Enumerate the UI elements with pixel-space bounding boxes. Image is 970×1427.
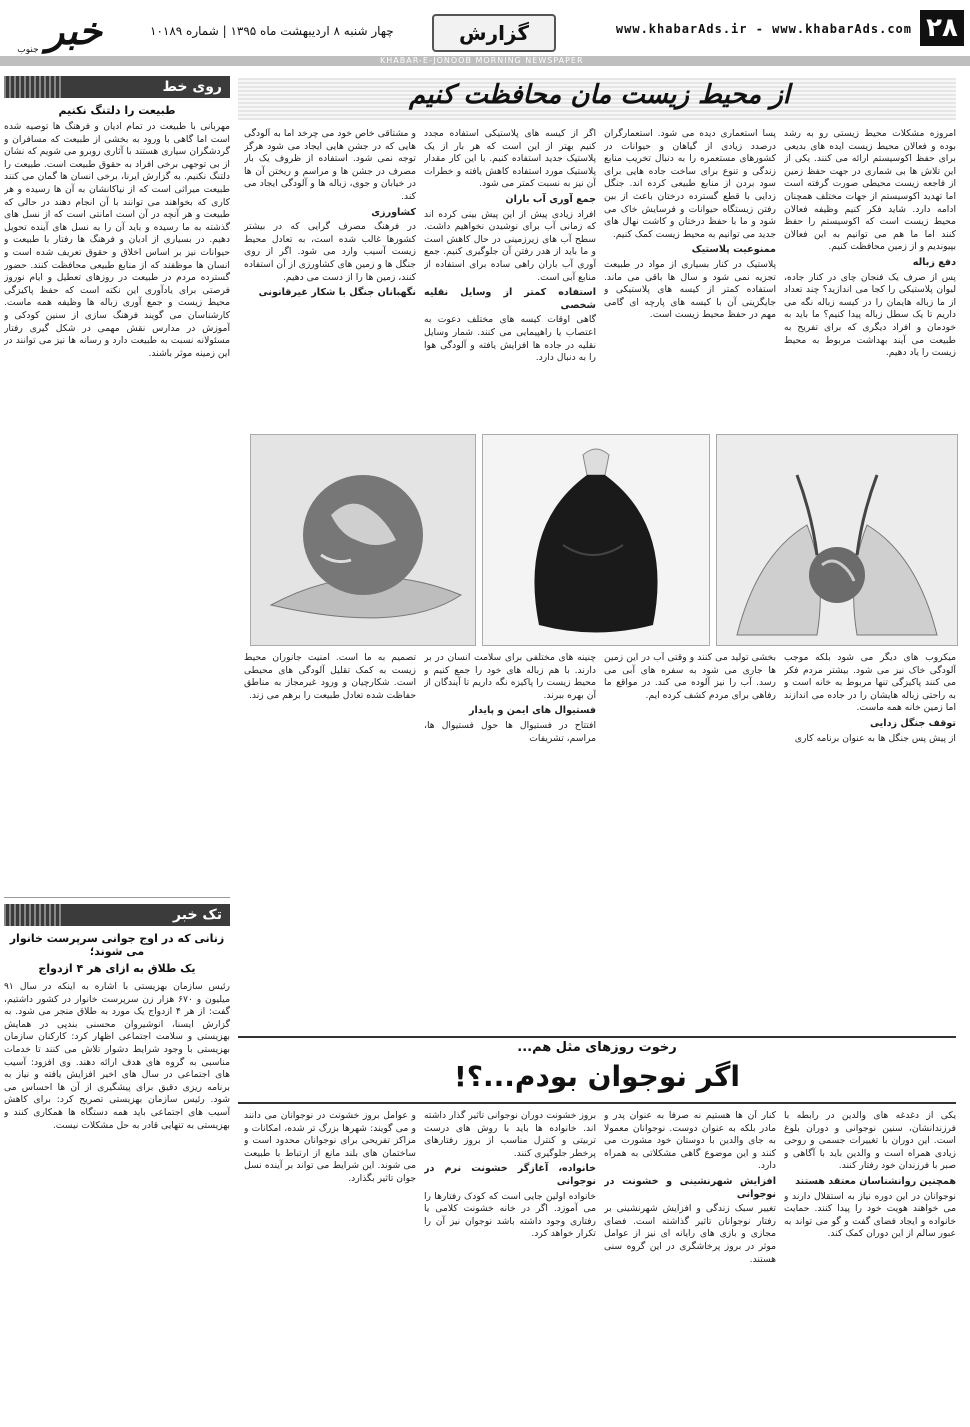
col4-text: و مشتاقی خاص خود می چرخد اما به آلودگی هایی که در جشن هایی ایجاد می شود هرگز توجه نمی شود. استفاده از ظروف یک بار مصرف در جشن ها و مراسم و ریختن آن ها در خیابان و جوی، زباله ها و آلودگی ایجاد می کند. bbox=[244, 128, 416, 202]
news-header: تک خبر bbox=[4, 904, 230, 926]
col1-rest: پس از صرف یک فنجان چای در کنار جاده، لیوان پلاستیکی را کجا می اندازید؟ چند تعداد از ما زباله هایمان را در کیسه زباله نگه می داریم تا یک سطل زباله پیدا کنیم؟ ما باید به خودمان و افراد دیگری که برای تفریح به طبیعت می آیند بهداشت مربوط به محیط زیست را یاد دهیم. bbox=[784, 271, 956, 359]
article2-kicker: رخوت روزهای مثل هم... bbox=[517, 1040, 677, 1055]
page-number: ۲۸ bbox=[920, 10, 964, 46]
article-col-1 bbox=[784, 128, 956, 428]
issue-date: چهار شنبه ۸ اردیبهشت ماه ۱۳۹۵ | شماره ۱۰۱۸۹ bbox=[150, 24, 394, 38]
article-col-4 bbox=[244, 128, 416, 428]
a2-col1-subhead: همچنین روانشناسان معتقد هستند bbox=[795, 1175, 956, 1187]
article-col-3 bbox=[424, 128, 596, 428]
lower-col-2: بخشی تولید می کنند و وقتی آب در این زمین ها جاری می شود به سفره های آبی می رسد. آب را نیز آلوده می کند. در مواقع ما رفاهی برای مردم کشف کرده ایم. bbox=[604, 652, 776, 701]
article-title: از محیط زیست مان محافظت کنیم bbox=[408, 80, 790, 110]
photo-hands-globe bbox=[716, 434, 958, 646]
col2-rest: پلاستیک در کنار بسیاری از مواد در طبیعت تجزیه نمی شود و سال ها باقی می ماند. استفاده کمتر از کیسه های پلاستیکی و جایگزینی آن با کیسه های پارچه ای گامی مهم در حفظ محیط زیست است. bbox=[604, 258, 776, 321]
article2-rule-top bbox=[238, 1036, 956, 1038]
banner-text: KHABAR-E-JONOOB MORNING NEWSPAPER bbox=[380, 56, 584, 65]
article2-rule-bottom bbox=[238, 1102, 956, 1104]
col2-subhead: ممنوعیت پلاستیک bbox=[691, 244, 776, 256]
a2-col3-subhead: خانواده، آغازگر خشونت نرم در نوجوانی bbox=[424, 1163, 596, 1187]
logo-sub: جنوب bbox=[17, 45, 39, 54]
article2-col-3 bbox=[424, 1110, 596, 1422]
article2-col-4: و عوامل بروز خشونت در نوجوانان می دانند و می گویند: شهرها بزرگ تر شده، امکانات و مراکز تفریحی برای نوجوانان محدود است و ساختمان های بلند مانع از ارتباط با طبیعت می شوند. این شرایط می تواند بر آینده نسل جوان تاثیر بگذارد. bbox=[244, 1110, 416, 1184]
col4-signature: نگهبانان جنگل با شکار غیرقانونی bbox=[258, 287, 416, 299]
col3-text: اگر از کیسه های پلاستیکی استفاده مجدد کنیم بهتر از این است که هر بار از یک پلاستیک جدید استفاده کنیم. با این کار مقدار پلاستیک مورد استفاده کاهش یافته و خطرات آن نیز به نسبت کمتر می شود. bbox=[424, 128, 596, 190]
a2-col2-body: تغییر سبک زندگی و افزایش شهرنشینی بر رفتار نوجوانان تاثیر گذاشته است. فضای مجازی و بازی های رایانه ای نیز از عوامل موثر در بروز پرخاشگری در این گروه سنی هستند. bbox=[604, 1203, 776, 1265]
lower1-body: از پیش پس جنگل ها به عنوان برنامه کاری bbox=[794, 732, 956, 744]
sidebar-header: روی خط bbox=[4, 76, 230, 98]
a2-col1-text: یکی از دغدغه های والدین در رابطه با فرزندانشان، سنین نوجوانی و دوران بلوغ است. این دوران با تغییرات جسمی و روحی زیادی همراه است و والدین باید با آگاهی و صبر با فرزندان خود رفتار کنند. bbox=[784, 1110, 956, 1172]
masthead bbox=[0, 0, 970, 70]
a2-col3-body: خانواده اولین جایی است که کودک رفتارها را می آموزد. اگر در خانه خشونت کلامی یا رفتاری وجود داشته باشد نوجوان نیز آن را تکرار خواهد کرد. bbox=[424, 1190, 596, 1240]
logo-text: خبر bbox=[46, 9, 102, 53]
sidebar-title: طبیعت را دلتنگ نکنیم bbox=[58, 104, 176, 117]
photo-earth-on-leaf bbox=[250, 434, 476, 646]
lower3-body: افتتاح در فستیوال ها حول فستیوال ها، مراسم، تشریفات bbox=[424, 719, 596, 744]
col3-subhead-2: استفاده کمتر از وسایل نقلیه شخصی bbox=[424, 287, 596, 311]
divider bbox=[4, 897, 230, 898]
col3-body-1: افراد زیادی پیش از این پیش بینی کرده اند که زمانی آب برای نوشیدن نخواهیم داشت. سطح آب های زیرزمینی در حال کاهش است و ما باید از هدر رفتن آن جلوگیری کنیم. جمع آوری آب باران راهی ساده برای استفاده از منابع آبی است. bbox=[424, 208, 596, 283]
article2-col-2 bbox=[604, 1110, 776, 1422]
sidebar-body: مهربانی با طبیعت در تمام ادیان و فرهنگ ها توصیه شده است اما گاهی با ورود به بخشی از طبیعت که مسافران و گردشگران سیاری هستند با آثاری روبرو می شویم که نشان از بی توجهی برخی افراد به حقوق طبیعت است. طبیعت را دلتنگ نکنیم. به گزارش ایرنا، برخی انسان ها گمان می کنند طبیعت میراثی است که از نیاکانشان به آن ها رسیده و هر کاری که بخواهند می توانند با آن انجام دهند در حالی که طبیعت و هر آنچه در آن است امانتی است که از نسل های گذشته به ما رسیده و باید آن را به نسل های آینده تحویل دهیم. در بسیاری از ادیان و فرهنگ ها رفتار با طبیعت و حیوانات نیز بر اساس اخلاق و حقوق تعریف شده است و انسان ها موظفند که از منابع طبیعی محافظت کنند. حضور گسترده مردم در طبیعت در روزهای تعطیل و ایام نوروز فرصتی برای یادآوری این نکته است که حفظ پاکیزگی محیط زیست و جمع آوری زباله ها وظیفه همه ماست. کارشناسان می گویند فرهنگ سازی از سنین کودکی و آموزش در مدارس نقش مهمی در شکل گیری رفتار مسئولانه نسبت به طبیعت دارد و رسانه ها نیز می توانند در این زمینه موثر باشند. bbox=[4, 121, 230, 359]
article2-title: اگر نوجوان بودم...؟! bbox=[454, 1060, 740, 1093]
lower-col-4: تصمیم به ما است. امنیت جانوران محیط زیست به کمک تقلیل آلودگی های محیطی است. شکارچیان و ورود غیرمجاز به مناطق حفاظت شده تعادل طبیعت را برهم می زند. bbox=[244, 652, 416, 701]
lower3-subhead: فستیوال های ایمن و پایدار bbox=[469, 705, 596, 717]
trash-bag-illustration bbox=[483, 435, 709, 645]
a2-col2-text: کنار آن ها هستیم نه صرفا به عنوان پدر و مادر بلکه به عنوان دوست. نوجوانان معمولا به جای والدین با دوستان خود مشورت می کنند و این موضوع گاهی مشکلاتی به همراه دارد. bbox=[604, 1110, 776, 1172]
khabar-logo bbox=[14, 8, 134, 54]
news-title: زنانی که در اوج جوانی سرپرست خانوار می شوند؛ bbox=[9, 932, 225, 958]
news-subtitle: یک طلاق به ازای هر ۴ ازدواج bbox=[38, 962, 196, 975]
col3-body-2: گاهی اوقات کیسه های مختلف دعوت به اعتصاب یا راهپیمایی می کنند. شمار وسایل نقلیه در جاده ها افزایش یافته و آلودگی هوا را به دنبال دارد. bbox=[424, 314, 596, 364]
website-links[interactable]: www.khabarAds.ir - www.khabarAds.com bbox=[615, 22, 912, 36]
lower-col-1 bbox=[784, 652, 956, 1028]
col1-intro: امروزه مشکلات محیط زیستی رو به رشد بوده و فعالان محیط زیست ایده های بدیعی برای حفظ اکوسیستم ارائه می کنند. یکی از این تلاش ها بی شماری در جهت حفظ زمین از فاجعه زیست محیطی صورت گرفته است اما تهدید اکوسیستم از جهات مختلف همچنان ادامه دارد. شاید فکر کنیم وظیفه فعالان محیط زیست است که اکوسیستم را حفظ کنند اما ما هم می توانیم به این فعالان بپیوندیم و از زمین محافظت کنیم. bbox=[784, 128, 956, 253]
lower1-text: میکروب های دیگر می شود بلکه موجب آلودگی خاک نیز می شود. بیشتر مردم فکر می کنند پاکیزگی تنها مربوط به خانه است و به راحتی زباله هایشان را در جاده می اندازند اما زمین خانه همه ماست. bbox=[784, 652, 956, 714]
col3-subhead-1: جمع آوری آب باران bbox=[505, 193, 596, 205]
lower3-text: چنینه های مختلفی برای سلامت انسان در بر دارند. با هم زباله های خود را جمع کنیم و محیط زیست را پاکیزه نگه داریم تا آیندگان از آن بهره ببرند. bbox=[424, 652, 596, 701]
sidebar bbox=[4, 76, 230, 1422]
earth-leaf-illustration bbox=[251, 435, 475, 645]
lower1-subhead: توقف جنگل زدایی bbox=[869, 717, 956, 729]
photo-black-trash-bag bbox=[482, 434, 710, 646]
col4-subhead: کشاورزی bbox=[371, 206, 416, 218]
col4-body: در فرهنگ مصرف گرایی که در بیشتر کشورها غالب شده است، به تعادل محیط زیست آسیب وارد می شود. اگر از روی جنگل ها و زمین های کشاورزی از آن استفاده کنند، زمین ها را از دست می دهیم. bbox=[244, 221, 416, 283]
hands-globe-illustration bbox=[717, 435, 957, 645]
col2-text: پسا استعماری دیده می شود. استعمارگران درصدد زیادی از گیاهان و حیوانات در کشورهای مستعمره را به دنبال تخریب منابع زندگی و تنوع برای ساخت جاده هایی برای سود بردن از منابع طبیعی کرده اند. جنگل زدایی با قطع گسترده درختان باعث از بین رفتن زیستگاه حیوانات و فرسایش خاک می شود و ما با حفظ درختان و کاشت نهال های جدید می توانیم به محیط زیست کمک کنیم. bbox=[604, 128, 776, 240]
section-label: گزارش bbox=[432, 14, 556, 52]
news-body: رئیس سازمان بهزیستی با اشاره به اینکه در سال ۹۱ میلیون و ۶۷۰ هزار زن سرپرست خانوار در کشور داشتیم، گفت: از هر ۴ ازدواج یک مورد به طلاق منجر می شود. به گزارش ایسنا، انوشیروان محسنی بندپی در همایش بهزیستی و سلامت اجتماعی اظهار کرد: کارکنان سازمان بهزیستی با وجود شرایط دشوار تلاش می کنند تا خدمات مناسبی به گروه های هدف ارائه دهند. وی افزود: آسیب های اجتماعی در سال های اخیر افزایش یافته و نیاز به برنامه ریزی دقیق برای پیشگیری از آن ها احساس می شود. رئیس سازمان بهزیستی تصریح کرد: برای کاهش آسیب های اجتماعی باید همه دستگاه ها همکاری کنند و بهزیستی به تنهایی قادر به حل مشکلات نیست. bbox=[4, 981, 230, 1131]
a2-col3-text: بروز خشونت دوران نوجوانی تاثیر گذار داشته اند. خانواده ها باید با روش های درست تربیتی و کنترل مناسب از بروز رفتارهای پرخطر جلوگیری کنند. bbox=[424, 1110, 596, 1159]
a2-col2-subhead: افزایش شهرنشینی و خشونت در نوجوانی bbox=[604, 1175, 776, 1200]
lower-col-3 bbox=[424, 652, 596, 1028]
article-col-2 bbox=[604, 128, 776, 428]
a2-col1-body: نوجوانان در این دوره نیاز به استقلال دارند و می خواهند هویت خود را پیدا کنند. حمایت خانواده و ایجاد فضای گفت و گو می تواند به عبور سالم از این دوران کمک کند. bbox=[784, 1190, 956, 1240]
col1-subhead: دفع زباله bbox=[912, 256, 956, 268]
article2-col-1 bbox=[784, 1110, 956, 1422]
